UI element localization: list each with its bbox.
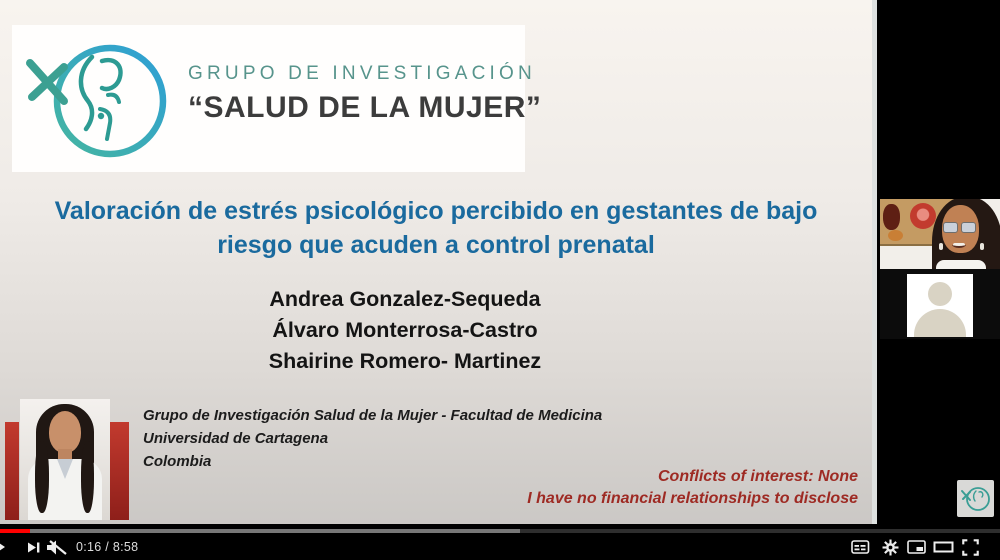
author-2: Álvaro Monterrosa-Castro [272,318,538,342]
authors-list [110,284,700,377]
disclosure-line-2: I have no financial relationships to disclose [527,489,858,507]
logo-title: “SALUD DE LA MUJER” [188,91,542,124]
logo-group-name: GRUPO DE INVESTIGACIÓN [188,63,536,84]
player-control-bar [0,533,1000,560]
salud-mujer-mini-logo-icon [957,480,994,517]
presenter-webcam [5,398,129,522]
time-display: 0:16 / 8:58 [76,540,139,554]
disclosure-block [470,466,858,509]
research-group-logo [12,25,542,172]
settings-button[interactable] [879,537,901,557]
subtitles-icon [851,539,870,555]
theater-mode-icon [933,539,954,555]
miniplayer-button[interactable] [905,537,927,557]
participant-video-bottom [880,269,1000,339]
avatar-placeholder [907,274,973,337]
webcam-red-bar-right [110,422,129,520]
participant-video-top [880,199,1000,269]
theater-button[interactable] [932,537,954,557]
mute-button[interactable] [46,537,68,557]
glasses-icon [943,222,958,233]
slide-edge-strip [872,0,877,524]
skip-next-icon [25,539,42,556]
disclosure-line-1: Conflicts of interest: None [657,468,858,485]
avatar-person-icon [928,282,952,306]
miniplayer-icon [907,539,926,555]
salud-mujer-logo-icon [18,29,186,169]
slide-title: Valoración de estrés psicológico percibido en gestantes de bajo riesgo que acuden a control prenatal [54,197,818,259]
author-1: Andrea Gonzalez-Sequeda [269,287,541,311]
next-button[interactable] [22,537,44,557]
settings-gear-icon [882,539,899,556]
play-icon[interactable] [0,541,11,553]
affiliation-line-1: Grupo de Investigación Salud de la Mujer - Facultad de Medicina [143,407,603,424]
watermark-logo [957,480,994,517]
affiliation-line-3: Colombia [143,453,212,470]
author-3: Shairine Romero- Martinez [268,349,542,373]
muted-volume-icon [46,539,68,556]
subtitles-button[interactable] [849,537,871,557]
affiliation-block [143,404,688,473]
fullscreen-icon [962,539,979,556]
presenter-photo [20,399,110,520]
fullscreen-button[interactable] [959,537,981,557]
affiliation-line-2: Universidad de Cartagena [143,430,329,447]
webcam-red-bar-left [5,422,19,520]
